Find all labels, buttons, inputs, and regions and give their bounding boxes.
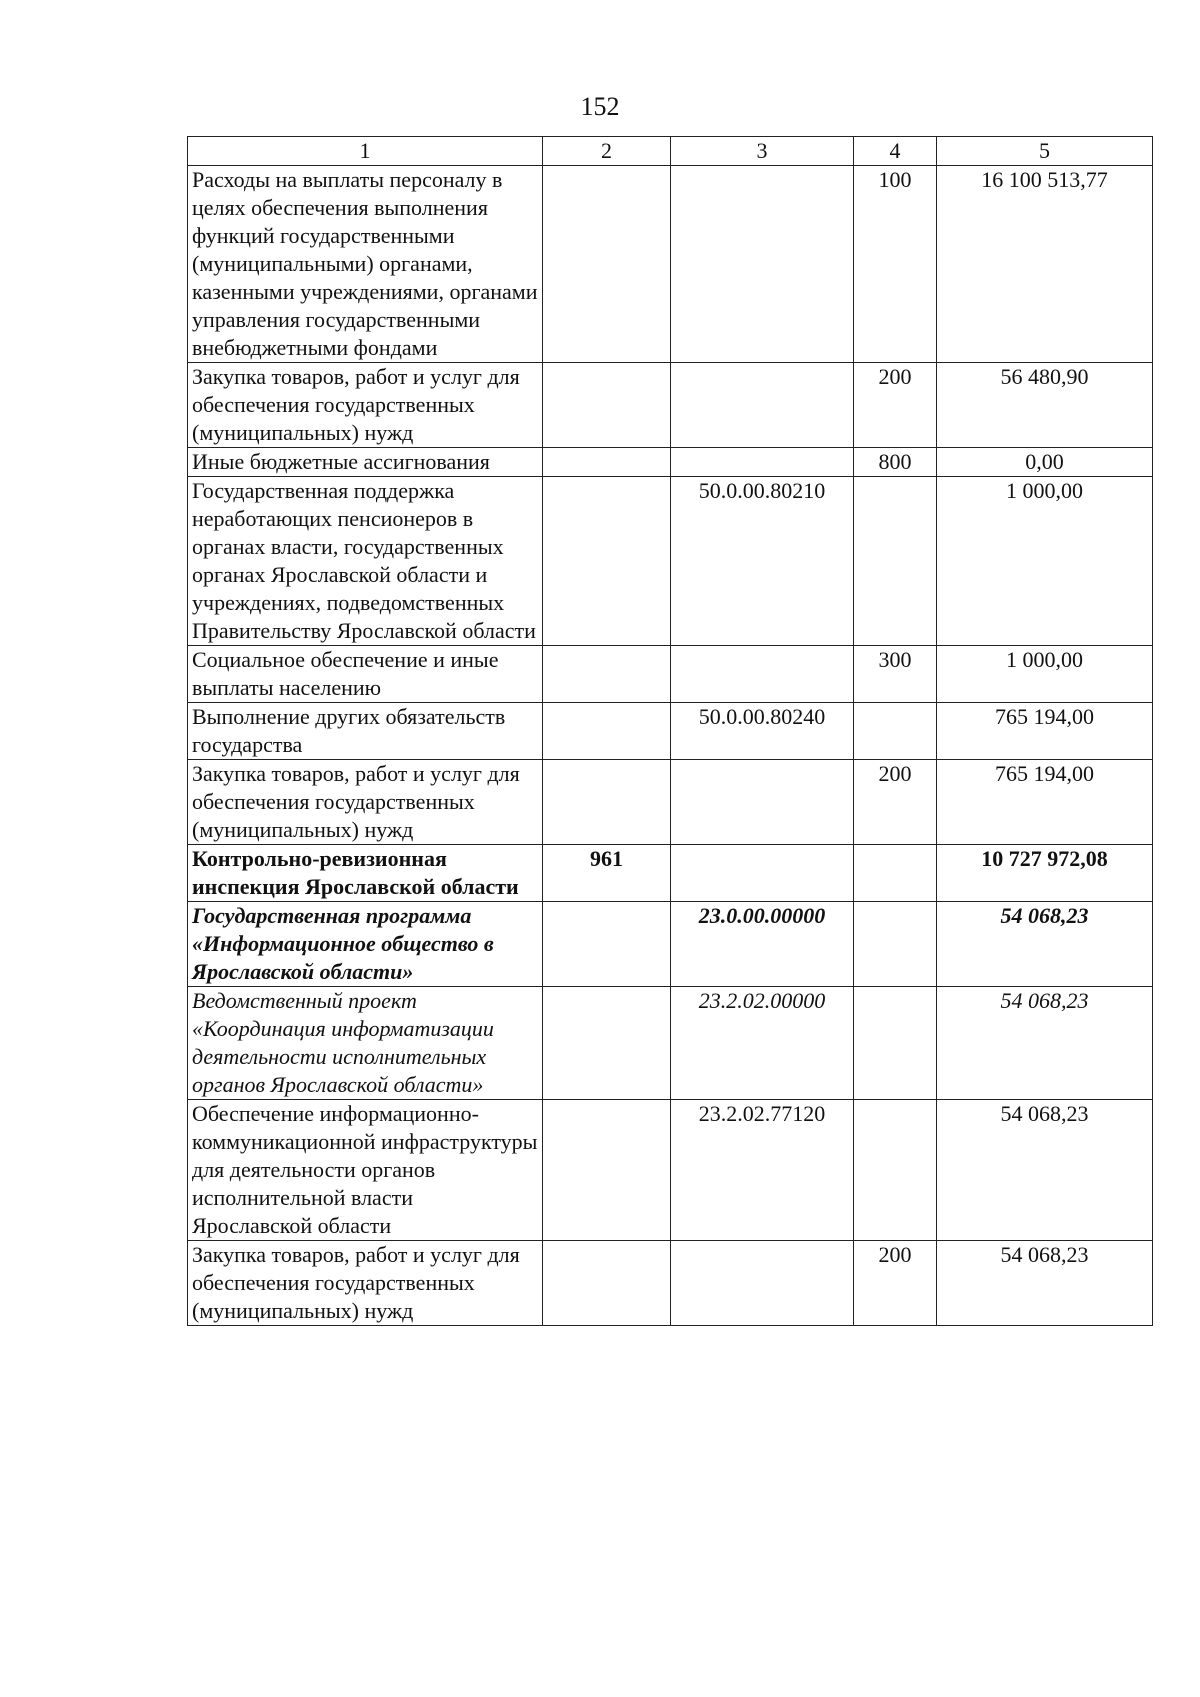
table-row: [188, 703, 1153, 760]
table-row: [188, 902, 1153, 987]
cell-dept-code: [543, 1100, 671, 1241]
cell-name: Закупка товаров, работ и услуг для обеспечения государственных (муниципальных) нужд: [188, 760, 543, 845]
cell-target-code: [671, 166, 854, 363]
table-row: [188, 646, 1153, 703]
cell-dept-code: [543, 1241, 671, 1326]
cell-dept-code: [543, 646, 671, 703]
table-row: [188, 477, 1153, 646]
budget-table: [187, 136, 1153, 1326]
cell-target-code: [671, 363, 854, 448]
cell-name: Закупка товаров, работ и услуг для обеспечения государственных (муниципальных) нужд: [188, 363, 543, 448]
table-row: [188, 845, 1153, 902]
table-row: [188, 166, 1153, 363]
cell-expense-type: [854, 703, 937, 760]
cell-name: Закупка товаров, работ и услуг для обеспечения государственных (муниципальных) нужд: [188, 1241, 543, 1326]
header-col-5: 5: [937, 137, 1153, 166]
cell-name: Иные бюджетные ассигнования: [188, 448, 543, 477]
cell-dept-code: [543, 987, 671, 1100]
cell-name: Контрольно-ревизионная инспекция Ярославской области: [188, 845, 543, 902]
cell-amount: 765 194,00: [937, 760, 1153, 845]
header-col-4: 4: [854, 137, 937, 166]
cell-amount: 0,00: [937, 448, 1153, 477]
cell-name: Государственная поддержка неработающих пенсионеров в органах власти, государственных органах Ярославской области и учреждениях, подведомственных Правительству Ярославской области: [188, 477, 543, 646]
cell-name: Социальное обеспечение и иные выплаты населению: [188, 646, 543, 703]
header-col-1: 1: [188, 137, 543, 166]
cell-dept-code: [543, 363, 671, 448]
cell-target-code: [671, 845, 854, 902]
cell-dept-code: [543, 703, 671, 760]
cell-dept-code: [543, 477, 671, 646]
cell-amount: 1 000,00: [937, 477, 1153, 646]
table-row: [188, 1241, 1153, 1326]
cell-amount: 54 068,23: [937, 987, 1153, 1100]
cell-expense-type: 100: [854, 166, 937, 363]
header-col-2: 2: [543, 137, 671, 166]
table-body: [188, 166, 1153, 1326]
cell-expense-type: 800: [854, 448, 937, 477]
cell-amount: 56 480,90: [937, 363, 1153, 448]
cell-target-code: 23.2.02.77120: [671, 1100, 854, 1241]
table-row: [188, 363, 1153, 448]
cell-target-code: 23.0.00.00000: [671, 902, 854, 987]
cell-expense-type: 300: [854, 646, 937, 703]
cell-name: Обеспечение информационно-коммуникационной инфраструктуры для деятельности органов исполнительной власти Ярославской области: [188, 1100, 543, 1241]
cell-dept-code: [543, 166, 671, 363]
cell-amount: 54 068,23: [937, 902, 1153, 987]
page-number: 152: [580, 92, 620, 121]
cell-name: Расходы на выплаты персоналу в целях обеспечения выполнения функций государственными (муниципальными) органами, казенными учреждениями, органами управления государственными внебюджетными фондами: [188, 166, 543, 363]
cell-name: Ведомственный проект «Координация информатизации деятельности исполнительных органов Ярославской области»: [188, 987, 543, 1100]
table-row: [188, 987, 1153, 1100]
cell-amount: 54 068,23: [937, 1100, 1153, 1241]
cell-target-code: [671, 760, 854, 845]
cell-target-code: [671, 448, 854, 477]
cell-target-code: [671, 646, 854, 703]
cell-expense-type: [854, 902, 937, 987]
cell-expense-type: [854, 1100, 937, 1241]
cell-amount: 10 727 972,08: [937, 845, 1153, 902]
cell-name: Государственная программа «Информационное общество в Ярославской области»: [188, 902, 543, 987]
cell-amount: 16 100 513,77: [937, 166, 1153, 363]
cell-target-code: 50.0.00.80210: [671, 477, 854, 646]
cell-amount: 765 194,00: [937, 703, 1153, 760]
table-row: [188, 448, 1153, 477]
cell-expense-type: 200: [854, 1241, 937, 1326]
table-header: [188, 137, 1153, 166]
table-row: [188, 1100, 1153, 1241]
cell-dept-code: 961: [543, 845, 671, 902]
cell-expense-type: [854, 987, 937, 1100]
cell-expense-type: 200: [854, 363, 937, 448]
cell-expense-type: [854, 477, 937, 646]
table-row: [188, 760, 1153, 845]
cell-expense-type: [854, 845, 937, 902]
cell-expense-type: 200: [854, 760, 937, 845]
cell-target-code: 50.0.00.80240: [671, 703, 854, 760]
cell-amount: 54 068,23: [937, 1241, 1153, 1326]
cell-target-code: [671, 1241, 854, 1326]
cell-dept-code: [543, 902, 671, 987]
header-col-3: 3: [671, 137, 854, 166]
cell-dept-code: [543, 448, 671, 477]
cell-amount: 1 000,00: [937, 646, 1153, 703]
cell-target-code: 23.2.02.00000: [671, 987, 854, 1100]
cell-dept-code: [543, 760, 671, 845]
header-row: [188, 137, 1153, 166]
cell-name: Выполнение других обязательств государства: [188, 703, 543, 760]
